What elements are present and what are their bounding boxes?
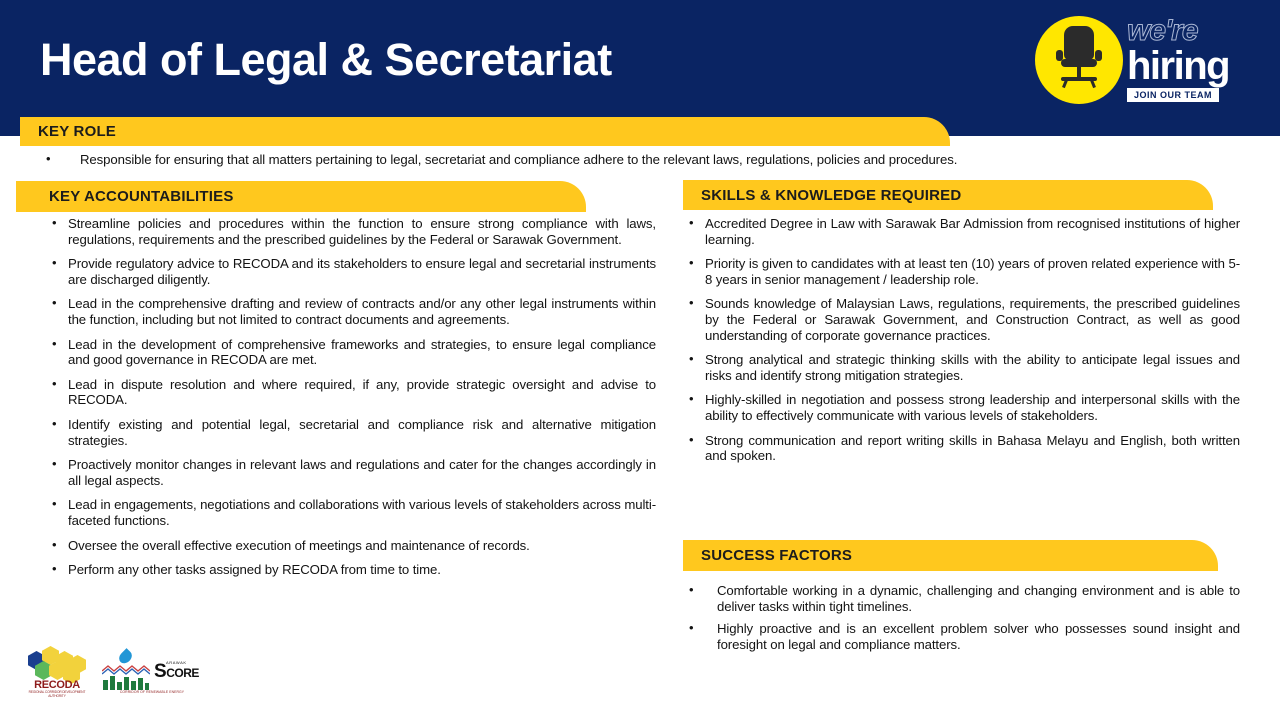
section-banner-skills-knowledge	[683, 180, 1213, 210]
section-heading-key-accountabilities: KEY ACCOUNTABILITIES	[49, 188, 234, 205]
logo-were-text: we're	[1127, 14, 1198, 47]
list-item: • Streamline policies and procedures within the function to ensure strong compliance with laws, regulations, requirements and the prescribed guidelines by the Federal or Sarawak Government.	[46, 216, 656, 247]
score-wordmark	[154, 662, 199, 683]
list-item: • Lead in the comprehensive drafting and review of contracts and/or any other legal instruments within the function, including but not limited to contract documents and agreements.	[46, 296, 656, 327]
list-item: • Accredited Degree in Law with Sarawak Bar Admission from recognised institutions of higher learning.	[683, 216, 1240, 247]
office-chair-icon	[1053, 26, 1105, 92]
list-item: • Highly-skilled in negotiation and possess strong leadership and interpersonal skills with the ability to effectively communicate with various levels of stakeholders.	[683, 392, 1240, 423]
logo-text-block	[1127, 14, 1267, 103]
footer-logos	[24, 648, 224, 698]
buildings-icon	[102, 674, 150, 690]
hexagon-cluster-icon	[28, 648, 86, 680]
skills-knowledge-list	[683, 216, 1240, 473]
list-item: • Provide regulatory advice to RECODA and its stakeholders to ensure legal and secretarial instruments are discharged diligently.	[46, 256, 656, 287]
list-item: • Perform any other tasks assigned by RECODA from time to time.	[46, 562, 656, 578]
success-factors-list	[683, 583, 1240, 659]
score-core-letters: CORE	[166, 666, 199, 680]
key-accountabilities-list	[46, 216, 656, 587]
list-item: • Sounds knowledge of Malaysian Laws, regulations, requirements, the prescribed guidelines by the Federal or Sarawak Government, and Construction Contract, as well as good understanding of corporate governance practices.	[683, 296, 1240, 343]
score-logo	[96, 650, 206, 696]
recoda-subtitle: REGIONAL CORRIDOR DEVELOPMENT AUTHORITY	[28, 690, 86, 698]
were-hiring-logo	[1035, 14, 1265, 106]
section-banner-key-role	[20, 117, 950, 146]
section-heading-skills-knowledge: SKILLS & KNOWLEDGE REQUIRED	[701, 186, 962, 204]
section-heading-key-role: KEY ROLE	[38, 123, 117, 140]
list-item: • Comfortable working in a dynamic, challenging and changing environment and is able to deliver tasks within tight timelines.	[683, 583, 1240, 614]
list-item: • Lead in engagements, negotiations and collaborations with various levels of stakeholders across multi-faceted functions.	[46, 497, 656, 528]
list-item: • Identify existing and potential legal, secretarial and compliance risk and alternative mitigation strategies.	[46, 417, 656, 448]
list-item: • Lead in dispute resolution and where required, if any, provide strategic oversight and advise to RECODA.	[46, 377, 656, 408]
list-item: • Responsible for ensuring that all matters pertaining to legal, secretariat and compliance adhere to the relevant laws, regulations, policies and procedures.	[40, 152, 1245, 168]
list-item: • Strong analytical and strategic thinking skills with the ability to anticipate legal issues and risks and identify strong mitigation strategies.	[683, 352, 1240, 383]
list-item: • Highly proactive and is an excellent problem solver who possesses sound insight and foresight on legal and compliance matters.	[683, 621, 1240, 652]
logo-join-our-team-badge: JOIN OUR TEAM	[1127, 88, 1219, 102]
section-banner-success-factors	[683, 540, 1218, 571]
key-role-list	[40, 152, 1245, 168]
list-item: • Lead in the development of comprehensive frameworks and strategies, to ensure legal compliance and good governance in RECODA are met.	[46, 337, 656, 368]
score-sarawak-text: ARAWAK	[166, 660, 187, 665]
recoda-logo	[24, 648, 90, 698]
list-item: • Strong communication and report writing skills in Bahasa Melayu and English, both written and spoken.	[683, 433, 1240, 464]
score-s-letter: S	[154, 661, 167, 682]
list-item: • Oversee the overall effective execution of meetings and maintenance of records.	[46, 538, 656, 554]
page-title: Head of Legal & Secretariat	[40, 34, 612, 85]
section-heading-success-factors: SUCCESS FACTORS	[701, 547, 853, 564]
recoda-wordmark: RECODA	[34, 679, 80, 691]
section-banner-key-accountabilities	[16, 181, 586, 212]
logo-hiring-text: hiring	[1127, 44, 1230, 88]
score-tagline: CORRIDOR OF RENEWABLE ENERGY	[119, 690, 185, 694]
list-item: • Priority is given to candidates with at least ten (10) years of proven related experience with 5-8 years in senior management / leadership role.	[683, 256, 1240, 287]
list-item: • Proactively monitor changes in relevant laws and regulations and cater for the changes accordingly in all legal aspects.	[46, 457, 656, 488]
